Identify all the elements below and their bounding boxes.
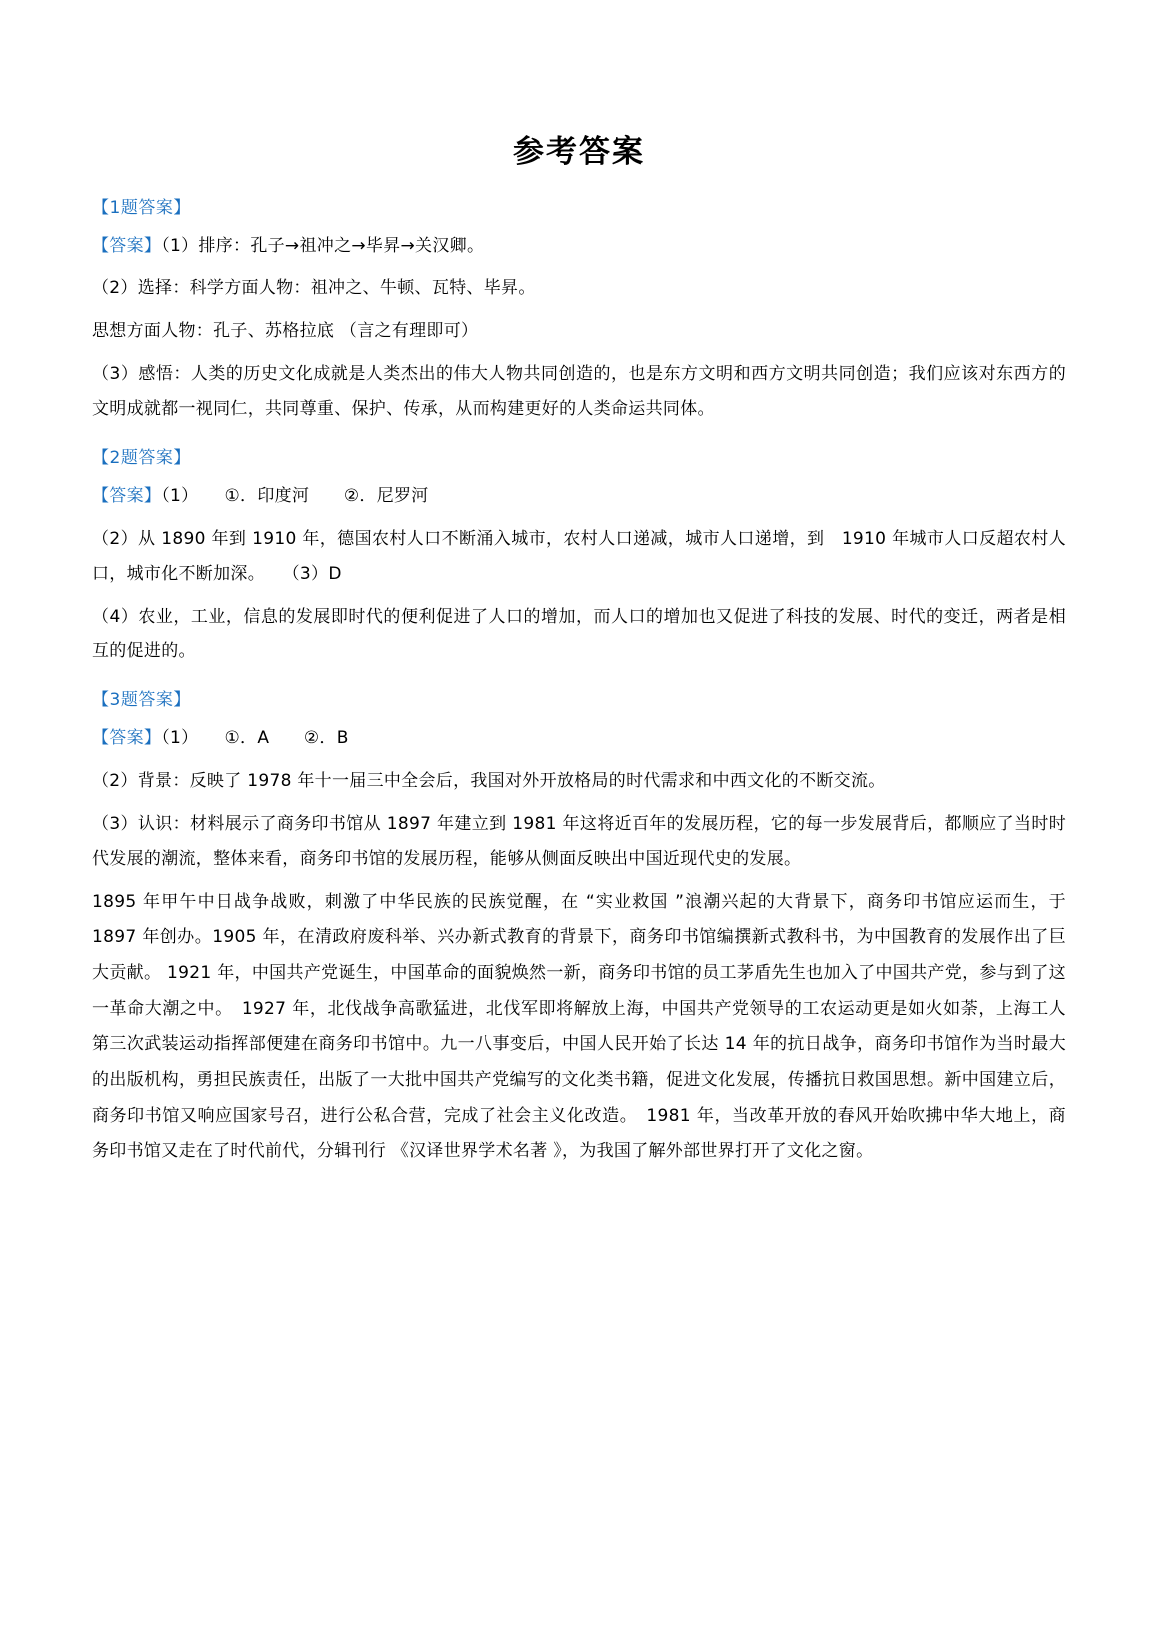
page-title: 参考答案 bbox=[513, 134, 645, 170]
answer-label: 【答案】 bbox=[92, 728, 162, 749]
closing-paragraph: 1895 年甲午中日战争战败，刺激了中华民族的民族觉醒，在 “实业救国 ”浪潮兴起的大背景下，商务印书馆应运而生，于 1897 年创办。1905 年，在清政府废科举、兴办新式教育的背景下，商务印书馆编撰新式教科书，为中国教育的发展作出了巨大贡献。 1921 年，中国共产党诞生，中国革命的面貌焕然一新，商务印书馆的员工茅盾先生也加入了中国共产党，参与到了这一革命大潮之中。 1927 年，北伐战争高歌猛进，北伐军即将解放上海，中国共产党领导的工农运动更是如火如荼，上海工人第三次武装运动指挥部便建在商务印书馆中。九一八事变后，中国人民开始了长达 14 年的抗日战争，商务印书馆作为当时最大的出版机构，勇担民族责任，出版了一大批中国共产党编写的文化类书籍，促进文化发展，传播抗日救国思想。新中国建立后，商务印书馆又响应国家号召，进行公私合营，完成了社会主义化改造。 1981 年，当改革开放的春风开始吹拂中华大地上，商务印书馆又走在了时代前代，分辑刊行 《汉译世界学术名著 》，为我国了解外部世界打开了文化之窗。 bbox=[92, 891, 1066, 1162]
question-1-answer-line-4: （3）感悟：人类的历史文化成就是人类杰出的伟大人物共同创造的，也是东方文明和西方文明共同创造；我们应该对东西方的文明成就都一视同仁，共同尊重、保护、传承，从而构建更好的人类命运共同体。 bbox=[92, 363, 1066, 419]
question-1-answer-line-1 bbox=[92, 230, 1066, 262]
answer-text: （1） ①．印度河 ②．尼罗河 bbox=[161, 485, 429, 506]
question-1-answer-line-3: 思想方面人物：孔子、苏格拉底 （言之有理即可） bbox=[92, 320, 479, 341]
question-2-answer-line-3: （4）农业，工业，信息的发展即时代的便利促进了人口的增加，而人口的增加也又促进了科技的发展、时代的变迁，两者是相互的促进的。 bbox=[92, 606, 1066, 662]
question-1-heading: 【1题答案】 bbox=[92, 198, 191, 218]
question-2-heading: 【2题答案】 bbox=[92, 447, 191, 468]
answer-text: （1） ①．A ②．B bbox=[161, 728, 349, 749]
question-3-heading: 【3题答案】 bbox=[92, 690, 191, 711]
question-3-answer-line-2: （2）背景：反映了 1978 年十一届三中全会后，我国对外开放格局的时代需求和中西文化的不断交流。 bbox=[92, 770, 886, 791]
question-2-answer-line-2: （2）从 1890 年到 1910 年，德国农村人口不断涌入城市，农村人口递减，城市人口递增，到 1910 年城市人口反超农村人口，城市化不断加深。 （3）D bbox=[92, 528, 1066, 584]
question-2-answer-line-1 bbox=[92, 480, 1066, 512]
answer-label: 【答案】 bbox=[92, 485, 162, 506]
answer-label: 【答案】 bbox=[92, 236, 162, 256]
question-3-answer-line-1 bbox=[92, 722, 1066, 754]
question-1-answer-line-2: （2）选择：科学方面人物：祖冲之、牛顿、瓦特、毕昇。 bbox=[92, 278, 536, 299]
answer-text: （1）排序：孔子→祖冲之→毕昇→关汉卿。 bbox=[161, 236, 485, 256]
question-3-answer-line-3: （3）认识：材料展示了商务印书馆从 1897 年建立到 1981 年这将近百年的发展历程，它的每一步发展背后，都顺应了当时时代发展的潮流，整体来看，商务印书馆的发展历程，能够从侧面反映出中国近现代史的发展。 bbox=[92, 813, 1066, 869]
